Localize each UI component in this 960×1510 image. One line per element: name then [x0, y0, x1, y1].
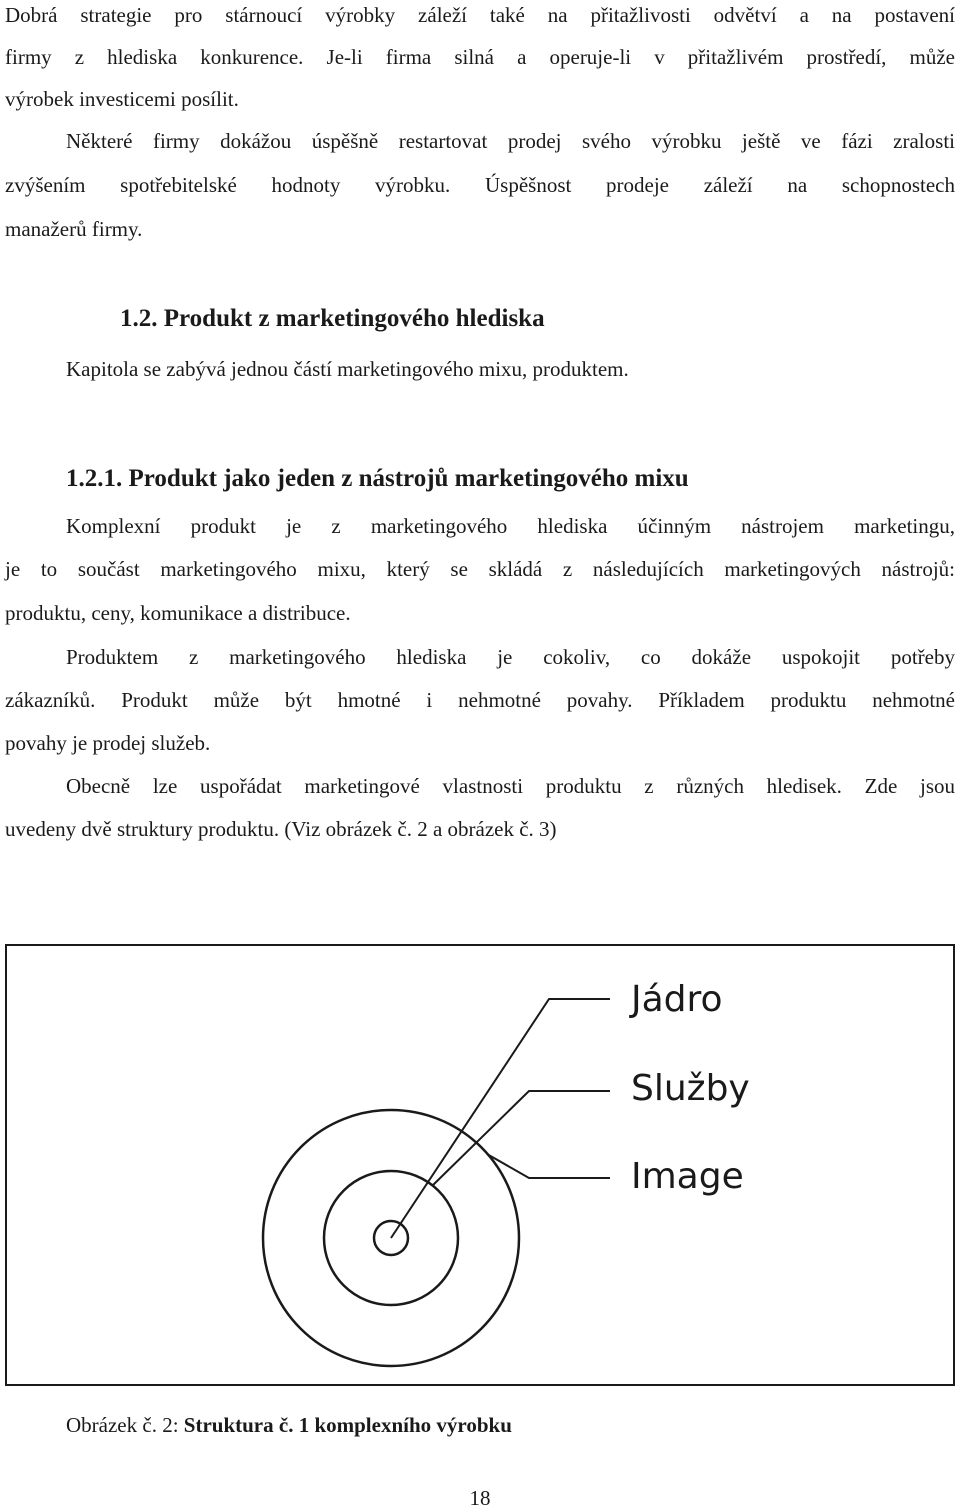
paragraph-2-line-3: manažerů firmy.	[5, 217, 143, 241]
leader-line-services	[432, 1091, 610, 1186]
page-number: 18	[469, 1486, 491, 1510]
paragraph-4-line-2: je to součást marketingového mixu, který se skládá z následujících marketingových nástrojů:	[5, 557, 955, 581]
figure-caption	[66, 1412, 512, 1438]
paragraph-6-line-2: uvedeny dvě struktury produktu. (Viz obrázek č. 2 a obrázek č. 3)	[5, 817, 557, 841]
paragraph-5-line-1: Produktem z marketingového hlediska je cokoliv, co dokáže uspokojit potřeby	[66, 645, 955, 669]
section-heading-1-2: 1.2. Produkt z marketingového hlediska	[120, 305, 545, 332]
product-structure-diagram	[7, 946, 953, 1384]
leader-line-image	[487, 1154, 610, 1178]
figure-caption-title: Struktura č. 1 komplexního výrobku	[183, 1413, 512, 1437]
paragraph-1-line-2: firmy z hlediska konkurence. Je-li firma silná a operuje-li v přitažlivém prostředí, může	[5, 45, 955, 69]
paragraph-1-line-1: Dobrá strategie pro stárnoucí výrobky záleží také na přitažlivosti odvětví a na postavení	[5, 3, 955, 27]
section-heading-1-2-1: 1.2.1. Produkt jako jeden z nástrojů marketingového mixu	[66, 465, 689, 492]
paragraph-6-line-1: Obecně lze uspořádat marketingové vlastnosti produktu z různých hledisek. Zde jsou	[66, 774, 955, 798]
paragraph-4-line-3: produktu, ceny, komunikace a distribuce.	[5, 601, 351, 625]
label-core: Jádro	[631, 979, 723, 1020]
product-structure-figure	[5, 944, 955, 1386]
figure-caption-prefix: Obrázek č. 2:	[66, 1413, 184, 1437]
paragraph-2-line-2: zvýšením spotřebitelské hodnoty výrobku. Úspěšnost prodeje záleží na schopnostech	[5, 173, 955, 197]
paragraph-4-line-1: Komplexní produkt je z marketingového hlediska účinným nástrojem marketingu,	[66, 514, 955, 538]
paragraph-5-line-3: povahy je prodej služeb.	[5, 731, 211, 755]
label-image: Image	[631, 1156, 744, 1197]
paragraph-2-line-1: Některé firmy dokážou úspěšně restartovat prodej svého výrobku ještě ve fázi zralosti	[66, 129, 955, 153]
label-services: Služby	[631, 1068, 750, 1109]
paragraph-3-line-1: Kapitola se zabývá jednou částí marketingového mixu, produktem.	[66, 357, 629, 381]
paragraph-5-line-2: zákazníků. Produkt může být hmotné i nehmotné povahy. Příkladem produktu nehmotné	[5, 688, 955, 712]
paragraph-1-line-3: výrobek investicemi posílit.	[5, 87, 239, 111]
